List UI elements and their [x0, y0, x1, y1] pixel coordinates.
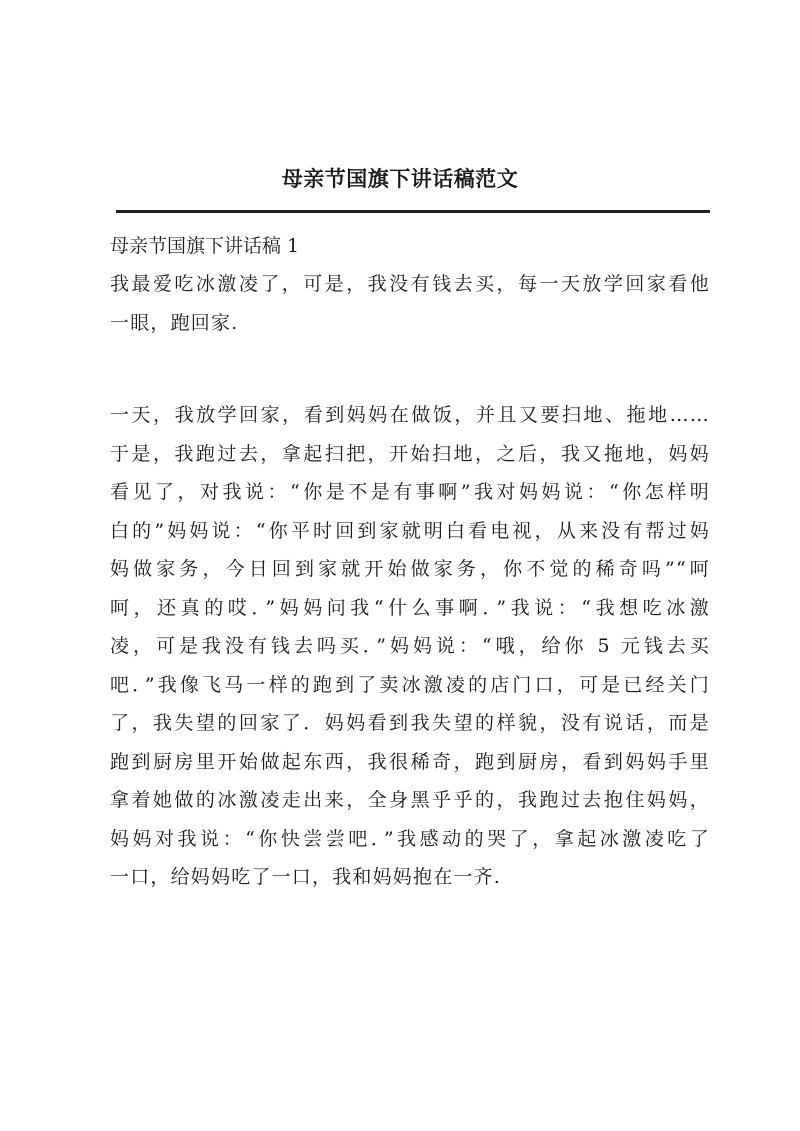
paragraph-line: 妈妈对我说：“你快尝尝吧．”我感动的哭了，拿起冰激凌吃了 [110, 827, 710, 850]
paragraph-line: 一天，我放学回家，看到妈妈在做饭，并且又要扫地、拖地…… [110, 404, 710, 426]
paragraph-line: 跑到厨房里开始做起东西，我很稀奇，跑到厨房，看到妈妈手里 [110, 750, 710, 773]
paragraph-line: 一口，给妈妈吃了一口，我和妈妈抱在一齐. [110, 866, 502, 888]
document-title: 母亲节国旗下讲话稿范文 [281, 166, 519, 191]
paragraph-story [110, 396, 710, 897]
paragraph-line: 于是，我跑过去，拿起扫把，开始扫地，之后，我又拖地，妈妈 [110, 442, 710, 465]
paragraph-line: 呵，还真的哎．”妈妈问我“什么事啊．”我说：“我想吃冰激 [110, 596, 710, 619]
title-divider [116, 210, 710, 213]
paragraph-intro [110, 265, 710, 342]
paragraph-line: 看见了，对我说：“你是不是有事啊”我对妈妈说：“你怎样明 [110, 481, 710, 503]
paragraph-line: 拿着她做的冰激凌走出来，全身黑乎乎的，我跑过去抱住妈妈， [110, 789, 710, 811]
paragraph-line: 一眼，跑回家. [110, 311, 239, 334]
section-subheading: 母亲节国旗下讲话稿 1 [110, 235, 300, 257]
paragraph-line: 白的”妈妈说：“你平时回到家就明白看电视，从来没有帮过妈 [110, 519, 710, 542]
paragraph-line: 我最爱吃冰激凌了，可是，我没有钱去买，每一天放学回家看他 [110, 273, 710, 295]
paragraph-line: 凌，可是我没有钱去吗买．”妈妈说：“哦，给你 5 元钱去买 [110, 635, 710, 657]
paragraph-line: 了，我失望的回家了．妈妈看到我失望的样貌，没有说话，而是 [110, 712, 710, 734]
paragraph-line: 妈做家务，今日回到家就开始做家务，你不觉的稀奇吗”“呵 [110, 558, 710, 580]
paragraph-line: 吧．”我像飞马一样的跑到了卖冰激凌的店门口，可是已经关门 [110, 673, 710, 696]
